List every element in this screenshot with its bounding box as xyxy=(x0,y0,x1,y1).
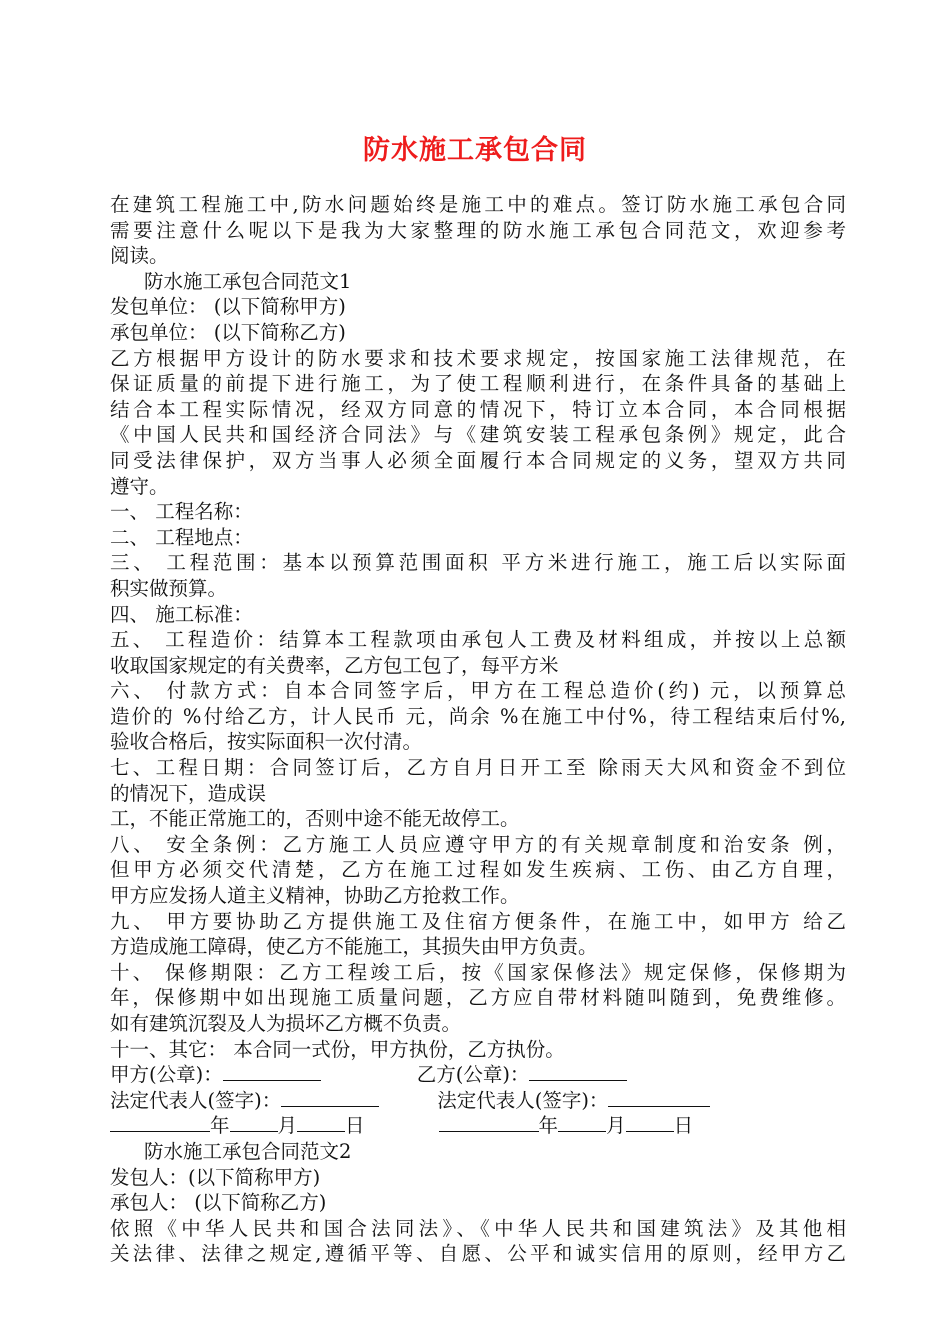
text-line: 结合本工程实际情况，经双方同意的情况下，特订立本合同，本合同根据 xyxy=(110,397,846,421)
text-line: 九、 甲方要协助乙方提供施工及住宿方便条件，在施工中，如甲方 给乙 xyxy=(110,909,846,933)
text-line: 承包单位： (以下简称乙方) xyxy=(110,320,346,344)
text-line: 防水施工承包合同范文2 xyxy=(144,1139,352,1163)
party-a-seal-blank xyxy=(223,1062,321,1081)
party-b-seal-label: 乙方(公章)： xyxy=(416,1063,530,1087)
text-line: 十一、其它： 本合同一式份，甲方执份，乙方执份。 xyxy=(110,1037,565,1061)
date-b-year: 年 xyxy=(538,1114,559,1138)
signature-row-date xyxy=(110,1113,846,1139)
text-line: 发包人：(以下简称甲方) xyxy=(110,1165,321,1189)
text-line: 十、 保修期限：乙方工程竣工后，按《国家保修法》规定保修，保修期为 xyxy=(110,960,846,984)
date-a-year: 年 xyxy=(210,1114,230,1138)
text-line: 阅读。 xyxy=(110,244,169,268)
date-a-month: 月 xyxy=(277,1114,298,1138)
text-line: 八、 安全条例：乙方施工人员应遵守甲方的有关规章制度和治安条 例， xyxy=(110,832,846,856)
date-a-day: 日 xyxy=(345,1114,365,1138)
rep-b-label: 法定代表人(签字)： xyxy=(437,1088,609,1112)
text-line: 遵守。 xyxy=(110,474,169,498)
date-b-day: 日 xyxy=(673,1114,694,1138)
text-line: 但甲方必须交代清楚，乙方在施工过程如发生疾病、工伤、由乙方自理， xyxy=(110,858,846,882)
text-line: 发包单位： (以下简称甲方) xyxy=(110,295,346,319)
text-line: 在建筑工程施工中,防水问题始终是施工中的难点。签订防水施工承包合同 xyxy=(110,193,846,216)
signature-row-representative xyxy=(110,1088,846,1114)
text-line: 方造成施工障碍，使乙方不能施工，其损失由甲方负责。 xyxy=(110,935,598,959)
text-line: 四、 施工标准： xyxy=(110,602,253,626)
text-line: 甲方应发扬人道主义精神，协助乙方抢救工作。 xyxy=(110,884,520,908)
text-line: 《中国人民共和国经济合同法》与《建筑安装工程承包条例》规定，此合 xyxy=(110,423,846,447)
date-b-month: 月 xyxy=(606,1114,626,1138)
text-line: 积实做预算。 xyxy=(110,576,228,600)
text-line: 同受法律保护，双方当事人必须全面履行本合同规定的义务，望双方共同 xyxy=(110,448,846,472)
text-line: 六、 付款方式：自本合同签字后，甲方在工程总造价(约) 元，以预算总 xyxy=(110,679,846,703)
rep-a-blank xyxy=(281,1088,379,1107)
document-body xyxy=(110,192,846,1267)
document-title: 防水施工承包合同 xyxy=(363,135,587,166)
text-line: 七、工程日期：合同签订后，乙方自月日开工至 除雨天大风和资金不到位 xyxy=(110,756,846,780)
date-b-month-blank xyxy=(558,1113,606,1132)
signature-row-party xyxy=(110,1062,846,1088)
party-a-seal-label: 甲方(公章)： xyxy=(110,1063,223,1087)
date-a-day-blank xyxy=(297,1113,345,1132)
contract-paragraphs-2 xyxy=(110,1139,846,1267)
text-line: 造价的 %付给乙方，计人民币 元，尚余 %在施工中付%，待工程结束后付%, xyxy=(110,704,846,728)
text-line: 的情况下，造成误 xyxy=(110,781,267,805)
text-line: 关法律、法律之规定,遵循平等、自愿、公平和诚实信用的原则，经甲方乙 xyxy=(110,1242,846,1266)
text-line: 工，不能正常施工的，否则中途不能无故停工。 xyxy=(110,807,520,831)
text-line: 防水施工承包合同范文1 xyxy=(144,269,352,293)
text-line: 乙方根据甲方设计的防水要求和技术要求规定，按国家施工法律规范，在 xyxy=(110,346,846,370)
text-line: 五、 工程造价：结算本工程款项由承包人工费及材料组成，并按以上总额 xyxy=(110,628,846,652)
date-b-day-blank xyxy=(626,1113,674,1132)
text-line: 如有建筑沉裂及人为损坏乙方概不负责。 xyxy=(110,1012,462,1035)
rep-b-blank xyxy=(608,1088,710,1107)
text-line: 承包人： (以下简称乙方) xyxy=(110,1191,327,1215)
rep-a-label: 法定代表人(签字)： xyxy=(110,1088,282,1112)
text-line: 依照《中华人民共和国合法同法》、《中华人民共和国建筑法》及其他相 xyxy=(110,1216,846,1240)
text-line: 三、 工程范围：基本以预算范围面积 平方米进行施工，施工后以实际面 xyxy=(110,551,846,575)
text-line: 年，保修期中如出现施工质量问题，乙方应自带材料随叫随到，免费维修。 xyxy=(110,986,846,1010)
text-line: 验收合格后，按实际面积一次付清。 xyxy=(110,730,423,754)
contract-paragraphs xyxy=(110,192,846,1062)
date-b-year-blank xyxy=(439,1113,539,1132)
party-b-seal-blank xyxy=(529,1062,627,1081)
text-line: 保证质量的前提下进行施工，为了使工程顺利进行，在条件具备的基础上 xyxy=(110,372,846,396)
text-line: 收取国家规定的有关费率，乙方包工包了，每平方米 xyxy=(110,653,559,677)
text-line: 一、 工程名称： xyxy=(110,500,253,524)
text-line: 二、 工程地点： xyxy=(110,525,253,549)
date-a-month-blank xyxy=(230,1113,278,1132)
date-a-year-blank xyxy=(110,1113,210,1132)
text-line: 需要注意什么呢以下是我为大家整理的防水施工承包合同范文，欢迎参考 xyxy=(110,218,846,242)
